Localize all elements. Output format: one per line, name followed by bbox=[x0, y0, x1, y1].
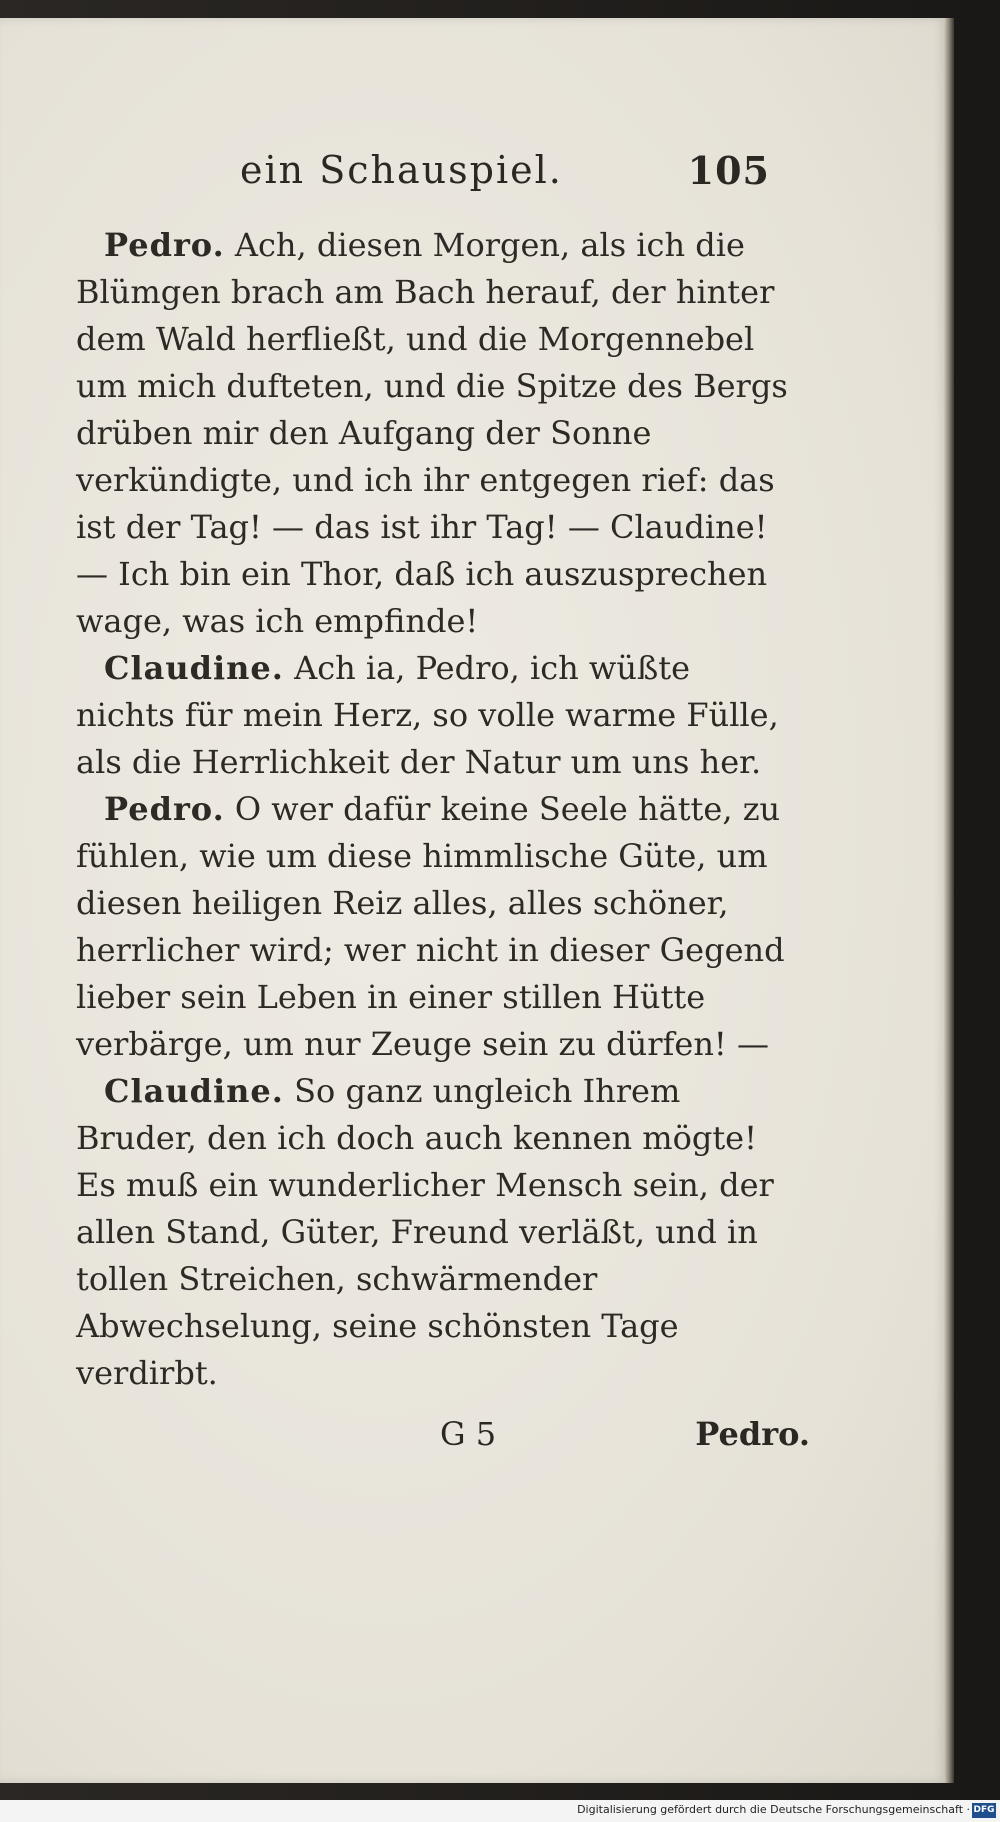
digitization-footer bbox=[0, 1800, 1000, 1822]
running-title: ein Schauspiel. bbox=[240, 148, 563, 192]
speaker-name: Pedro. bbox=[104, 226, 225, 264]
speech-paragraph bbox=[76, 786, 798, 1068]
page-number: 105 bbox=[687, 148, 770, 193]
digitization-credit: Digitalisierung gefördert durch die Deutsche Forschungsgemeinschaft · bbox=[577, 1803, 970, 1816]
signature-mark: G 5 bbox=[440, 1415, 497, 1453]
speech-text: Ach, diesen Morgen, als ich die Blümgen brach am Bach herauf, der hinter dem Wald herfließt, und die Morgennebel um mich dufteten, und die Spitze des Bergs drüben mir den Aufgang der Sonne verkündigte, und ich ihr entgegen rief: das ist der Tag! — das ist ihr Tag! — Claudine! — Ich bin ein Thor, daß ich auszusprechen wage, was ich empfinde! bbox=[76, 226, 788, 640]
speaker-name: Claudine. bbox=[104, 649, 284, 687]
dialogue-text bbox=[76, 222, 798, 1397]
speech-text: So ganz ungleich Ihrem Bruder, den ich doch auch kennen mögte! Es muß ein wunderlicher Mensch sein, der allen Stand, Güter, Freund verläßt, und in tollen Streichen, schwärmender Abwechselung, seine schönsten Tage verdirbt. bbox=[76, 1072, 774, 1392]
speech-paragraph bbox=[76, 222, 798, 645]
page-edge bbox=[944, 18, 954, 1783]
speech-text: O wer dafür keine Seele hätte, zu fühlen, wie um diese himmlische Güte, um diesen heiligen Reiz alles, alles schöner, herrlicher wird; wer nicht in dieser Gegend lieber sein Leben in einer stillen Hütte verbärge, um nur Zeuge sein zu dürfen! — bbox=[76, 790, 785, 1063]
speech-paragraph bbox=[76, 1068, 798, 1397]
speech-text: Ach ia, Pedro, ich wüßte nichts für mein Herz, so volle warme Fülle, als die Herrlichkeit der Natur um uns her. bbox=[76, 649, 779, 781]
speech-paragraph bbox=[76, 645, 798, 786]
catchword: Pedro. bbox=[695, 1415, 810, 1453]
speaker-name: Pedro. bbox=[104, 790, 225, 828]
dfg-logo-icon: DFG bbox=[972, 1803, 996, 1818]
speaker-name: Claudine. bbox=[104, 1072, 284, 1110]
